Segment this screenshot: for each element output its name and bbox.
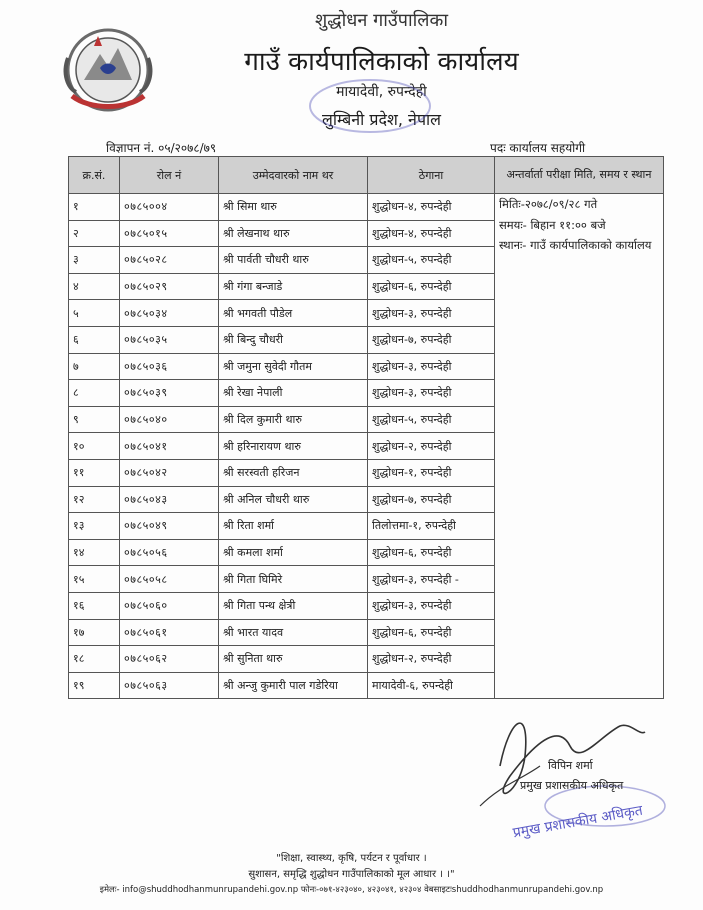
name-cell: श्री लेखनाथ थारु bbox=[219, 220, 368, 247]
address-cell: तिलोत्तमा-१, रुपन्देही bbox=[368, 513, 495, 540]
official-stamp-title: प्रमुख प्रशासकीय अधिकृत bbox=[511, 802, 644, 842]
serial-cell: १७ bbox=[69, 619, 120, 646]
address-cell: शुद्धोधन-६, रुपन्देही bbox=[368, 619, 495, 646]
address-cell: शुद्धोधन-३, रुपन्देही - bbox=[368, 566, 495, 593]
candidate-table bbox=[68, 156, 664, 699]
serial-cell: ४ bbox=[69, 273, 120, 300]
serial-cell: ५ bbox=[69, 300, 120, 327]
address-cell: शुद्धोधन-७, रुपन्देही bbox=[368, 486, 495, 513]
roll-cell: ०७८५०२८ bbox=[120, 247, 219, 274]
serial-cell: १२ bbox=[69, 486, 120, 513]
serial-cell: १४ bbox=[69, 539, 120, 566]
name-cell: श्री हरिनारायण थारु bbox=[219, 433, 368, 460]
roll-cell: ०७८५०४९ bbox=[120, 513, 219, 540]
address-cell: शुद्धोधन-४, रुपन्देही bbox=[368, 194, 495, 221]
roll-cell: ०७८५०२९ bbox=[120, 273, 219, 300]
municipality-name: शुद्धोधन गाउँपालिका bbox=[315, 10, 448, 31]
roll-cell: ०७८५०३६ bbox=[120, 353, 219, 380]
address-cell: शुद्धोधन-६, रुपन्देही bbox=[368, 273, 495, 300]
name-cell: श्री सुनिता थारु bbox=[219, 646, 368, 673]
col-name: उम्मेदवारको नाम थर bbox=[219, 157, 368, 194]
name-cell: श्री गिता पन्थ क्षेत्री bbox=[219, 592, 368, 619]
serial-cell: १५ bbox=[69, 566, 120, 593]
province-line: लुम्बिनी प्रदेश, नेपाल bbox=[321, 110, 442, 129]
advertisement-number: विज्ञापन नं. ०५/२०७८/७९ bbox=[106, 141, 217, 155]
signatory-title: प्रमुख प्रशासकीय अधिकृत bbox=[520, 779, 624, 792]
address-cell: शुद्धोधन-१, रुपन्देही bbox=[368, 459, 495, 486]
interview-line: समयः- बिहान ११:०० बजे bbox=[499, 217, 606, 232]
serial-cell: ९ bbox=[69, 406, 120, 433]
roll-cell: ०७८५००४ bbox=[120, 194, 219, 221]
roll-cell: ०७८५०४१ bbox=[120, 433, 219, 460]
name-cell: श्री दिल कुमारी थारु bbox=[219, 406, 368, 433]
col-interview: अन्तर्वार्ता परीक्षा मिति, समय र स्थान bbox=[495, 157, 664, 194]
name-cell: श्री पार्वती चौधरी थारु bbox=[219, 247, 368, 274]
name-cell: श्री रेखा नेपाली bbox=[219, 380, 368, 407]
roll-cell: ०७८५०६१ bbox=[120, 619, 219, 646]
roll-cell: ०७८५०६३ bbox=[120, 672, 219, 699]
footer-motto-2: सुशासन, समृद्धि शुद्धोधन गाउँपालिकाको मूल आधार । ।" bbox=[248, 869, 455, 880]
name-cell: श्री सरस्वती हरिजन bbox=[219, 459, 368, 486]
serial-cell: २ bbox=[69, 220, 120, 247]
address-cell: शुद्धोधन-५, रुपन्देही bbox=[368, 406, 495, 433]
serial-cell: १९ bbox=[69, 672, 120, 699]
interview-details-cell bbox=[495, 194, 664, 699]
serial-cell: ६ bbox=[69, 326, 120, 353]
name-cell: श्री गिता घिमिरे bbox=[219, 566, 368, 593]
serial-cell: ८ bbox=[69, 380, 120, 407]
name-cell: श्री जमुना सुवेदी गौतम bbox=[219, 353, 368, 380]
roll-cell: ०७८५०३९ bbox=[120, 380, 219, 407]
address-cell: शुद्धोधन-३, रुपन्देही bbox=[368, 300, 495, 327]
name-cell: श्री कमला शर्मा bbox=[219, 539, 368, 566]
signatory-name: विपिन शर्मा bbox=[548, 759, 593, 772]
serial-cell: १८ bbox=[69, 646, 120, 673]
footer-contact: इमेलः- info@shuddhodhanmunrupandehi.gov.np फोनः-०७१-४२३०४०, ४२३०४१, ४२३०४ वेबसाइटःshuddhodhanmunrupandehi.gov.np bbox=[99, 885, 604, 895]
col-roll: रोल नं bbox=[120, 157, 219, 194]
serial-cell: १३ bbox=[69, 513, 120, 540]
office-title: गाउँ कार्यपालिकाको कार्यालय bbox=[244, 47, 519, 77]
name-cell: श्री बिन्दु चौधरी bbox=[219, 326, 368, 353]
serial-cell: ३ bbox=[69, 247, 120, 274]
col-serial: क्र.सं. bbox=[69, 157, 120, 194]
footer-motto-1: "शिक्षा, स्वास्थ्य, कृषि, पर्यटन र पूर्वाधार । bbox=[276, 853, 427, 864]
name-cell: श्री भगवती पौडेल bbox=[219, 300, 368, 327]
name-cell: श्री भारत यादव bbox=[219, 619, 368, 646]
interview-line: स्थानः- गाउँ कार्यपालिकाको कार्यालय bbox=[499, 238, 652, 252]
serial-cell: ११ bbox=[69, 459, 120, 486]
interview-line: मितिः-२०७८/०९/२८ गते bbox=[499, 197, 598, 211]
serial-cell: १ bbox=[69, 194, 120, 221]
address-cell: शुद्धोधन-७, रुपन्देही bbox=[368, 326, 495, 353]
address-cell: शुद्धोधन-२, रुपन्देही bbox=[368, 433, 495, 460]
name-cell: श्री अन्जु कुमारी पाल गडेरिया bbox=[219, 672, 368, 699]
roll-cell: ०७८५०४३ bbox=[120, 486, 219, 513]
address-cell: शुद्धोधन-२, रुपन्देही bbox=[368, 646, 495, 673]
name-cell: श्री सिमा थारु bbox=[219, 194, 368, 221]
address-cell: शुद्धोधन-५, रुपन्देही bbox=[368, 247, 495, 274]
office-address: मायादेवी, रुपन्देही bbox=[336, 84, 427, 100]
address-cell: शुद्धोधन-३, रुपन्देही bbox=[368, 353, 495, 380]
name-cell: श्री रिता शर्मा bbox=[219, 513, 368, 540]
name-cell: श्री गंगा बन्जाडे bbox=[219, 273, 368, 300]
roll-cell: ०७८५०४२ bbox=[120, 459, 219, 486]
roll-cell: ०७८५०३५ bbox=[120, 326, 219, 353]
roll-cell: ०७८५०६२ bbox=[120, 646, 219, 673]
address-cell: शुद्धोधन-३, रुपन्देही bbox=[368, 592, 495, 619]
col-address: ठेगाना bbox=[368, 157, 495, 194]
address-cell: शुद्धोधन-४, रुपन्देही bbox=[368, 220, 495, 247]
office-seal-icon bbox=[300, 76, 440, 136]
serial-cell: ७ bbox=[69, 353, 120, 380]
roll-cell: ०७८५०६० bbox=[120, 592, 219, 619]
roll-cell: ०७८५०३४ bbox=[120, 300, 219, 327]
roll-cell: ०७८५०५६ bbox=[120, 539, 219, 566]
address-cell: शुद्धोधन-३, रुपन्देही bbox=[368, 380, 495, 407]
address-cell: शुद्धोधन-६, रुपन्देही bbox=[368, 539, 495, 566]
serial-cell: १० bbox=[69, 433, 120, 460]
table-row bbox=[69, 194, 664, 221]
roll-cell: ०७८५०१५ bbox=[120, 220, 219, 247]
table-header-row bbox=[69, 157, 664, 194]
serial-cell: १६ bbox=[69, 592, 120, 619]
address-cell: मायादेवी-६, रुपन्देही bbox=[368, 672, 495, 699]
roll-cell: ०७८५०४० bbox=[120, 406, 219, 433]
name-cell: श्री अनिल चौधरी थारु bbox=[219, 486, 368, 513]
roll-cell: ०७८५०५८ bbox=[120, 566, 219, 593]
post-title: पदः कार्यालय सहयोगी bbox=[490, 141, 586, 155]
